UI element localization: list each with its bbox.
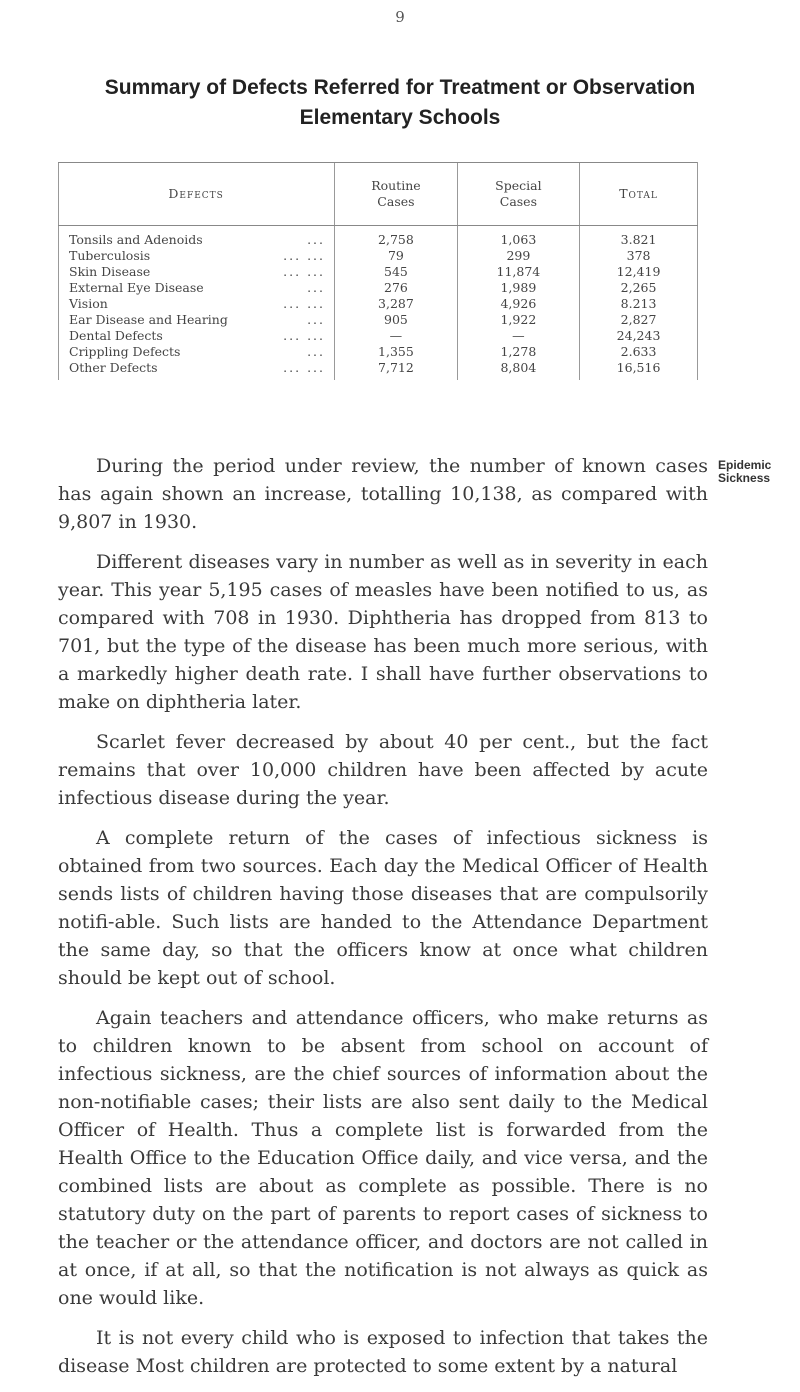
table-row: Crippling Defects ... 1,355 1,278 2.633 [59, 344, 698, 360]
defects-summary-table [58, 162, 698, 380]
defect-name: Ear Disease and Hearing [69, 312, 228, 327]
table-row: Ear Disease and Hearing ... 905 1,922 2,827 [59, 312, 698, 328]
table-row: Tonsils and Adenoids ... 2,758 1,063 3.821 [59, 226, 698, 249]
defect-name: Skin Disease [69, 264, 151, 279]
special-value: 1,278 [457, 344, 579, 360]
routine-value: — [335, 328, 457, 344]
special-value: 4,926 [457, 296, 579, 312]
routine-value: 545 [335, 264, 457, 280]
special-value: — [457, 328, 579, 344]
paragraph: A complete return of the cases of infectious sickness is obtained from two sources. Each day the Medical Officer of Health sends lists of children having those diseases that are compulsorily notifi-able. Such lists are handed to the Attendance Department the same day, so that the officers know at once what children should be kept out of school. [58, 827, 708, 989]
paragraph: During the period under review, the number of known cases has again shown an increase, totalling 10,138, as compared with 9,807 in 1930. [58, 455, 708, 533]
page-subtitle: Elementary Schools [299, 106, 501, 129]
table-row: External Eye Disease ... 276 1,989 2,265 [59, 280, 698, 296]
special-value: 11,874 [457, 264, 579, 280]
table-row: Other Defects ... ... 7,712 8,804 16,516 [59, 360, 698, 380]
defect-name: Vision [69, 296, 108, 311]
header-special-cases: Special Cases [457, 163, 579, 226]
table-header-row [59, 163, 698, 226]
paragraph: Scarlet fever decreased by about 40 per cent., but the fact remains that over 10,000 children have been affected by acute infectious disease during the year. [58, 731, 708, 809]
routine-value: 3,287 [335, 296, 457, 312]
special-value: 299 [457, 248, 579, 264]
defect-name: Other Defects [69, 360, 158, 375]
defect-name: Dental Defects [69, 328, 163, 343]
total-value: 2.633 [580, 344, 698, 360]
routine-value: 1,355 [335, 344, 457, 360]
header-defects: Defects [59, 163, 335, 226]
total-value: 16,516 [580, 360, 698, 380]
page-title: Summary of Defects Referred for Treatment or Observation [104, 76, 696, 99]
total-value: 3.821 [580, 226, 698, 249]
total-value: 378 [580, 248, 698, 264]
defect-name: External Eye Disease [69, 280, 204, 295]
margin-note-epidemic-sickness: Epidemic Sickness [718, 458, 772, 485]
routine-value: 79 [335, 248, 457, 264]
total-value: 12,419 [580, 264, 698, 280]
routine-value: 7,712 [335, 360, 457, 380]
special-value: 1,063 [457, 226, 579, 249]
defect-name: Tuberculosis [69, 248, 151, 263]
header-total: Total [580, 163, 698, 226]
special-value: 1,989 [457, 280, 579, 296]
special-value: 1,922 [457, 312, 579, 328]
table-row: Vision ... ... 3,287 4,926 8.213 [59, 296, 698, 312]
body-text [58, 452, 708, 1392]
routine-value: 2,758 [335, 226, 457, 249]
total-value: 24,243 [580, 328, 698, 344]
paragraph: Again teachers and attendance officers, who make returns as to children known to be absent from school on account of infectious sickness, are the chief sources of information about the non-notifiable cases; their lists are also sent daily to the Medical Officer of Health. Thus a complete list is forwarded from the Health Office to the Education Office daily, and vice versa, and the combined lists are about as complete as possible. There is no statutory duty on the part of parents to report cases of sickness to the teacher or the attendance officer, and doctors are not called in at once, if at all, so that the notification is not always as quick as one would like. [58, 1007, 708, 1309]
special-value: 8,804 [457, 360, 579, 380]
routine-value: 276 [335, 280, 457, 296]
table-row: Dental Defects ... ... — — 24,243 [59, 328, 698, 344]
defect-name: Crippling Defects [69, 344, 181, 359]
page-number: 9 [395, 8, 405, 26]
defect-name: Tonsils and Adenoids [69, 232, 203, 247]
table-row: Skin Disease ... ... 545 11,874 12,419 [59, 264, 698, 280]
total-value: 2,827 [580, 312, 698, 328]
header-routine-cases: Routine Cases [335, 163, 457, 226]
table-row: Tuberculosis ... ... 79 299 378 [59, 248, 698, 264]
routine-value: 905 [335, 312, 457, 328]
paragraph: It is not every child who is exposed to infection that takes the disease Most children are protected to some extent by a natural [58, 1327, 708, 1377]
paragraph: Different diseases vary in number as well as in severity in each year. This year 5,195 cases of measles have been notified to us, as compared with 708 in 1930. Diphtheria has dropped from 813 to 701, but the type of the disease has been much more serious, with a markedly higher death rate. I shall have further observations to make on diphtheria later. [58, 551, 708, 713]
total-value: 2,265 [580, 280, 698, 296]
total-value: 8.213 [580, 296, 698, 312]
